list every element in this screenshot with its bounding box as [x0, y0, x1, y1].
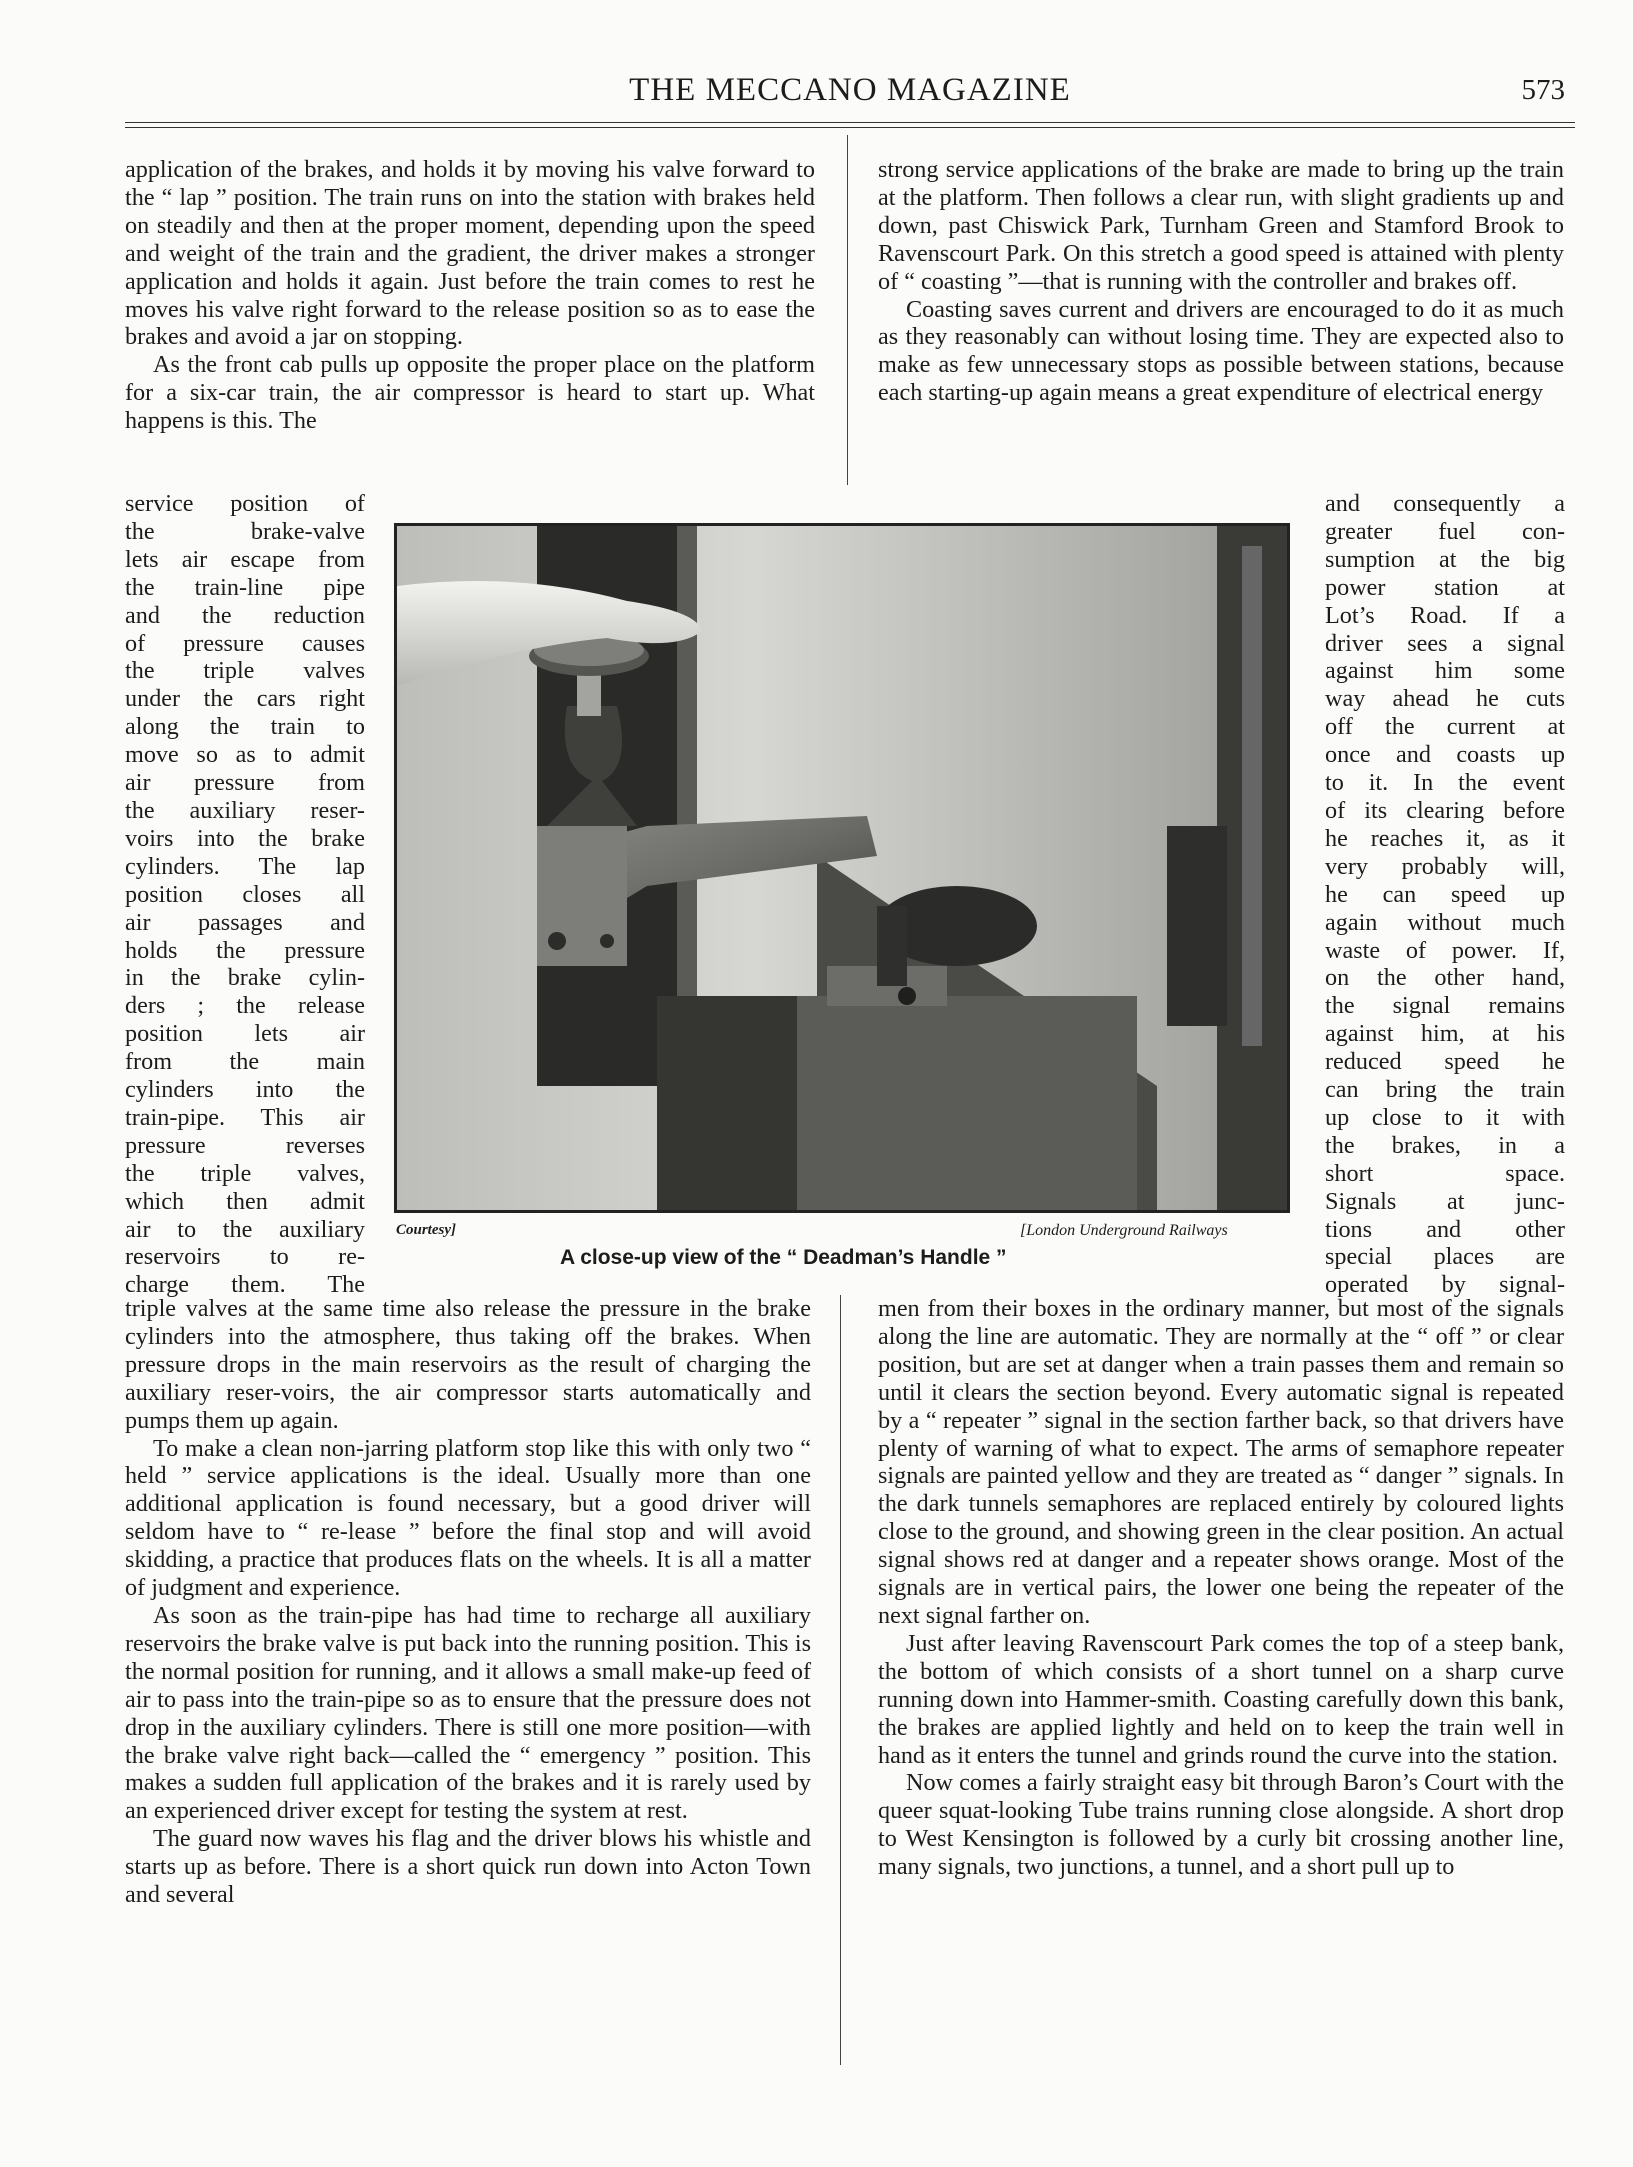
text-line: up close to it with [1325, 1103, 1565, 1131]
text-line: in the brake cylin- [125, 964, 365, 992]
text-line: reservoirs to re- [125, 1243, 365, 1271]
paragraph: Coasting saves current and drivers are encouraged to do it as much as they reasonably can without losing time. They are expected also to make as few unnecessary stops as possible between stations, because each starting-up again means a great expenditure of electrical energy [878, 295, 1564, 407]
text-line: and consequently a [1325, 490, 1565, 517]
paragraph: men from their boxes in the ordinary manner, but most of the signals along the line are automatic. They are normally at the “ off ” or clear position, but are set at danger when a train passes them and remain so until it clears the section beyond. Every automatic signal is repeated by a “ repeater ” signal in the section farther back, so that drivers have plenty of warning of what to expect. The arms of semaphore repeater signals are painted yellow and they are treated as “ danger ” signals. In the dark tunnels semaphores are replaced entirely by coloured lights close to the ground, and showing green in the clear position. An actual signal shows red at danger and a repeater shows orange. Most of the signals are in vertical pairs, the lower one being the repeater of the next signal farther on. [878, 1295, 1564, 1629]
page-number: 573 [1521, 74, 1565, 106]
paragraph: The guard now waves his flag and the driver blows his whistle and starts up as before. There is a short quick run down into Acton Town and several [125, 1825, 811, 1909]
paragraph: application of the brakes, and holds it by moving his valve forward to the “ lap ” position. The train runs on into the station with brakes held on steadily and then at the proper moment, depending upon the speed and weight of the train and the gradient, the driver makes a stronger application and holds it again. Just before the train comes to rest he moves his valve right forward to the release position so as to ease the brakes and avoid a jar on stopping. [125, 156, 815, 351]
right-column-top [878, 156, 1564, 407]
text-line: voirs into the brake [125, 824, 365, 852]
paragraph: Now comes a fairly straight easy bit through Baron’s Court with the queer squat-looking Tube trains running close alongside. A short drop to West Kensington is followed by a curly bit crossing another line, many signals, two junctions, a tunnel, and a short pull up to [878, 1769, 1564, 1881]
text-line: way ahead he cuts [1325, 685, 1565, 713]
photo-illustration [397, 526, 1287, 1210]
text-line: cylinders into the [125, 1076, 365, 1104]
text-line: he can speed up [1325, 880, 1565, 908]
text-line: against him some [1325, 657, 1565, 685]
text-line: waste of power. If, [1325, 936, 1565, 964]
paragraph: As the front cab pulls up opposite the proper place on the platform for a six-car train, the air compressor is heard to start up. What happens is this. The [125, 351, 815, 435]
text-line: move so as to admit [125, 741, 365, 769]
text-line: the train-line pipe [125, 573, 365, 601]
column-divider-top [847, 135, 848, 485]
right-column-bottom [878, 1295, 1564, 1881]
text-line: air to the auxiliary [125, 1215, 365, 1243]
text-line: the brakes, in a [1325, 1131, 1565, 1159]
text-line: the brake-valve [125, 517, 365, 545]
photo-credit-courtesy: Courtesy] [396, 1222, 456, 1238]
text-line: special places are [1325, 1243, 1565, 1271]
text-line: the triple valves, [125, 1159, 365, 1187]
text-line: again without much [1325, 908, 1565, 936]
text-line: short space. [1325, 1159, 1565, 1187]
text-line: air pressure from [125, 769, 365, 797]
text-line: the auxiliary reser- [125, 796, 365, 824]
text-line: the triple valves [125, 657, 365, 685]
text-line: Signals at junc- [1325, 1187, 1565, 1215]
left-column-bottom [125, 1295, 811, 1909]
text-line: along the train to [125, 713, 365, 741]
figure-caption: A close-up view of the “ Deadman’s Handle ” [560, 1246, 1007, 1269]
text-line: cylinders. The lap [125, 852, 365, 880]
text-line: air passages and [125, 908, 365, 936]
text-line: service position of [125, 490, 365, 517]
text-line: position closes all [125, 880, 365, 908]
right-wrap-text [1325, 490, 1565, 1299]
text-line: he reaches it, as it [1325, 824, 1565, 852]
magazine-title: THE MECCANO MAGAZINE [629, 72, 1071, 108]
text-line: driver sees a signal [1325, 629, 1565, 657]
text-line: against him, at his [1325, 1020, 1565, 1048]
running-header [125, 72, 1575, 112]
text-line: Lot’s Road. If a [1325, 601, 1565, 629]
text-line: of pressure causes [125, 629, 365, 657]
text-line: charge them. The [125, 1271, 365, 1299]
text-line: of its clearing before [1325, 796, 1565, 824]
text-line: can bring the train [1325, 1076, 1565, 1104]
text-line: under the cars right [125, 685, 365, 713]
text-line: once and coasts up [1325, 741, 1565, 769]
header-rule-top [125, 122, 1575, 123]
deadmans-handle-photo [394, 523, 1290, 1213]
paragraph: To make a clean non-jarring platform stop like this with only two “ held ” service applications is the ideal. Usually more than one additional application is found necessary, but a good driver will seldom have to “ re-lease ” before the final stop and will avoid skidding, a practice that produces flats on the wheels. It is all a matter of judgment and experience. [125, 1434, 811, 1602]
text-line: holds the pressure [125, 936, 365, 964]
text-line: off the current at [1325, 713, 1565, 741]
text-line: reduced speed he [1325, 1048, 1565, 1076]
text-line: tions and other [1325, 1215, 1565, 1243]
text-line: power station at [1325, 573, 1565, 601]
paragraph: As soon as the train-pipe has had time to recharge all auxiliary reservoirs the brake valve is put back into the running position. This is the normal position for running, and it allows a small make-up feed of air to pass into the train-pipe so as to ensure that the pressure does not drop in the auxiliary cylinders. There is still one more position—with the brake valve right back—called the “ emergency ” position. This makes a sudden full application of the brakes and it is rarely used by an experienced driver except for testing the system at rest. [125, 1601, 811, 1825]
text-line: lets air escape from [125, 545, 365, 573]
text-line: the signal remains [1325, 992, 1565, 1020]
text-line: ders ; the release [125, 992, 365, 1020]
text-line: on the other hand, [1325, 964, 1565, 992]
text-line: to it. In the event [1325, 769, 1565, 797]
text-line: sumption at the big [1325, 545, 1565, 573]
text-line: and the reduction [125, 601, 365, 629]
paragraph: Just after leaving Ravenscourt Park comes the top of a steep bank, the bottom of which consists of a short tunnel on a sharp curve running down into Hammer-smith. Coasting carefully down this bank, the brakes are applied lightly and held on to keep the train well in hand as it enters the tunnel and grinds round the curve into the station. [878, 1629, 1564, 1769]
text-line: greater fuel con- [1325, 517, 1565, 545]
left-column-top [125, 156, 815, 435]
text-line: pressure reverses [125, 1131, 365, 1159]
header-rule-bottom [125, 127, 1575, 128]
text-line: position lets air [125, 1020, 365, 1048]
paragraph: strong service applications of the brake are made to bring up the train at the platform. Then follows a clear run, with slight gradients up and down, past Chiswick Park, Turnham Green and Stamford Brook to Ravenscourt Park. On this stretch a good speed is attained with plenty of “ coasting ”—that is running with the controller and brakes off. [878, 156, 1564, 295]
photo-credit-source: [London Underground Railways [1020, 1222, 1228, 1239]
text-line: train-pipe. This air [125, 1103, 365, 1131]
text-line: very probably will, [1325, 852, 1565, 880]
text-line: which then admit [125, 1187, 365, 1215]
paragraph: triple valves at the same time also release the pressure in the brake cylinders into the atmosphere, thus taking off the brakes. When pressure drops in the main reservoirs as the result of charging the auxiliary reser-voirs, the air compressor starts automatically and pumps them up again. [125, 1295, 811, 1434]
text-line: from the main [125, 1048, 365, 1076]
text-line: operated by signal- [1325, 1271, 1565, 1299]
left-wrap-text [125, 490, 365, 1299]
column-divider-bottom [840, 1295, 841, 2065]
